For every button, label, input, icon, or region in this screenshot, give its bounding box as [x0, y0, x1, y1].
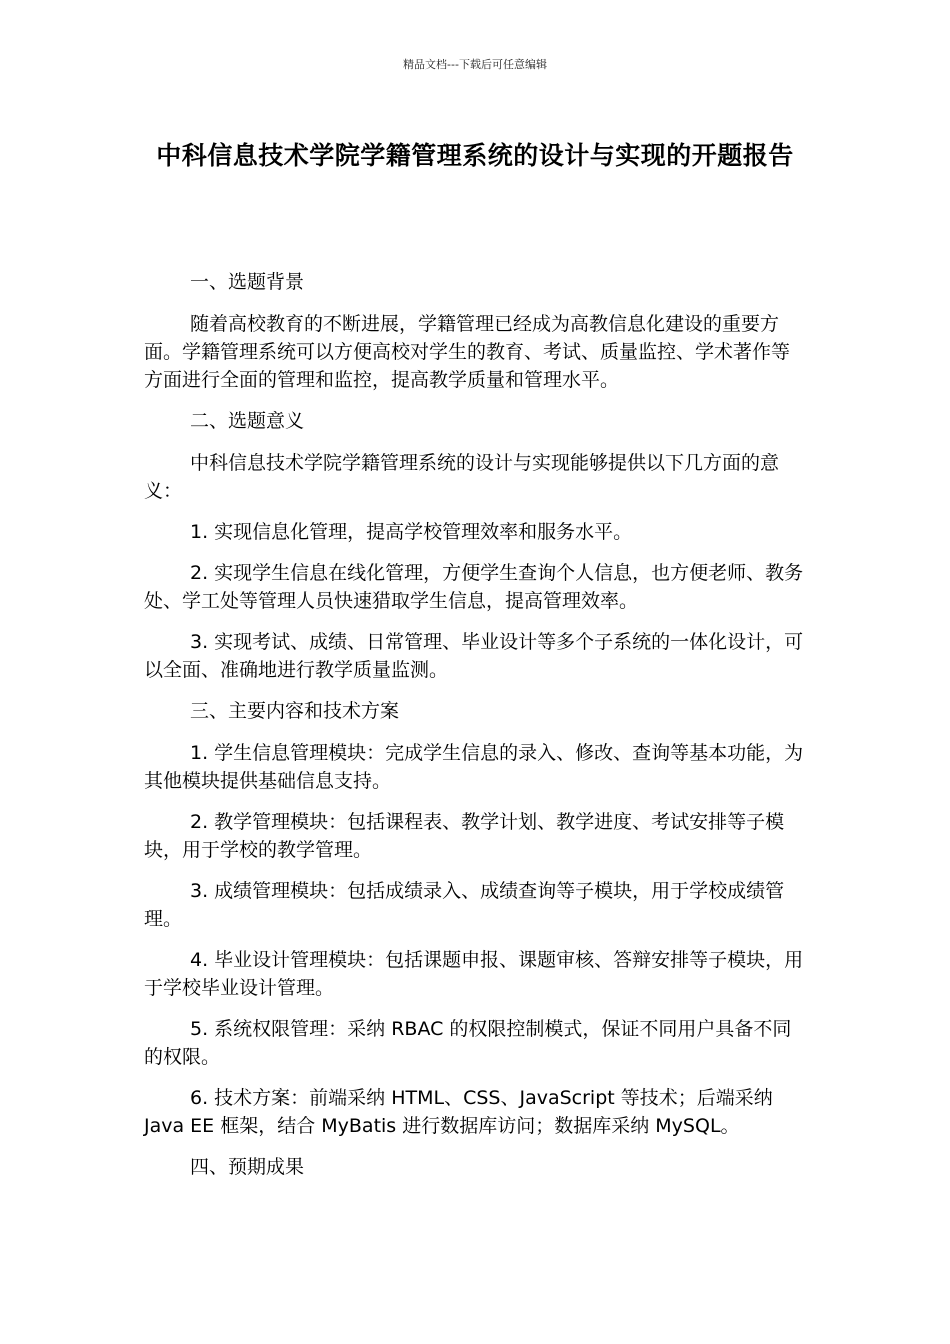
- list-item-content-5: 5. 系统权限管理：采纳 RBAC 的权限控制模式，保证不同用户具备不同的权限。: [144, 1018, 792, 1068]
- list-item-content-3: 3. 成绩管理模块：包括成绩录入、成绩查询等子模块，用于学校成绩管理。: [144, 880, 785, 930]
- document-title: 中科信息技术学院学籍管理系统的设计与实现的开题报告: [156, 141, 794, 170]
- list-item-content-2: 2. 教学管理模块：包括课程表、教学计划、教学进度、考试安排等子模块，用于学校的教学管理。: [144, 811, 785, 861]
- section-heading-expected-results: 四、预期成果: [190, 1156, 305, 1178]
- list-item-significance-3: 3. 实现考试、成绩、日常管理、毕业设计等多个子系统的一体化设计，可以全面、准确地进行教学质量监测。: [144, 631, 804, 681]
- list-item-content-6: 6. 技术方案：前端采纳 HTML、CSS、JavaScript 等技术；后端采纳 Java EE 框架，结合 MyBatis 进行数据库访问；数据库采纳 MySQL。: [144, 1087, 773, 1137]
- list-item-significance-1: 1. 实现信息化管理，提高学校管理效率和服务水平。: [190, 521, 633, 543]
- paragraph-background: 随着高校教育的不断进展，学籍管理已经成为高教信息化建设的重要方面。学籍管理系统可以方便高校对学生的教育、考试、质量监控、学术著作等方面进行全面的管理和监控，提高教学质量和管理水平。: [144, 313, 791, 391]
- document-body: [144, 268, 808, 1195]
- section-heading-content-tech: 三、主要内容和技术方案: [190, 700, 400, 722]
- list-item-content-4: 4. 毕业设计管理模块：包括课题申报、课题审核、答辩安排等子模块，用于学校毕业设计管理。: [144, 949, 804, 999]
- section-heading-background: 一、选题背景: [190, 271, 305, 293]
- list-item-content-1: 1. 学生信息管理模块：完成学生信息的录入、修改、查询等基本功能，为其他模块提供基础信息支持。: [144, 742, 804, 792]
- list-item-significance-2: 2. 实现学生信息在线化管理，方便学生查询个人信息，也方便老师、教务处、学工处等管理人员快速猎取学生信息，提高管理效率。: [144, 562, 804, 612]
- section-heading-significance: 二、选题意义: [190, 410, 305, 432]
- paragraph-significance-intro: 中科信息技术学院学籍管理系统的设计与实现能够提供以下几方面的意义：: [144, 452, 780, 502]
- page-header-watermark: 精品文档---下载后可任意编辑: [403, 58, 547, 71]
